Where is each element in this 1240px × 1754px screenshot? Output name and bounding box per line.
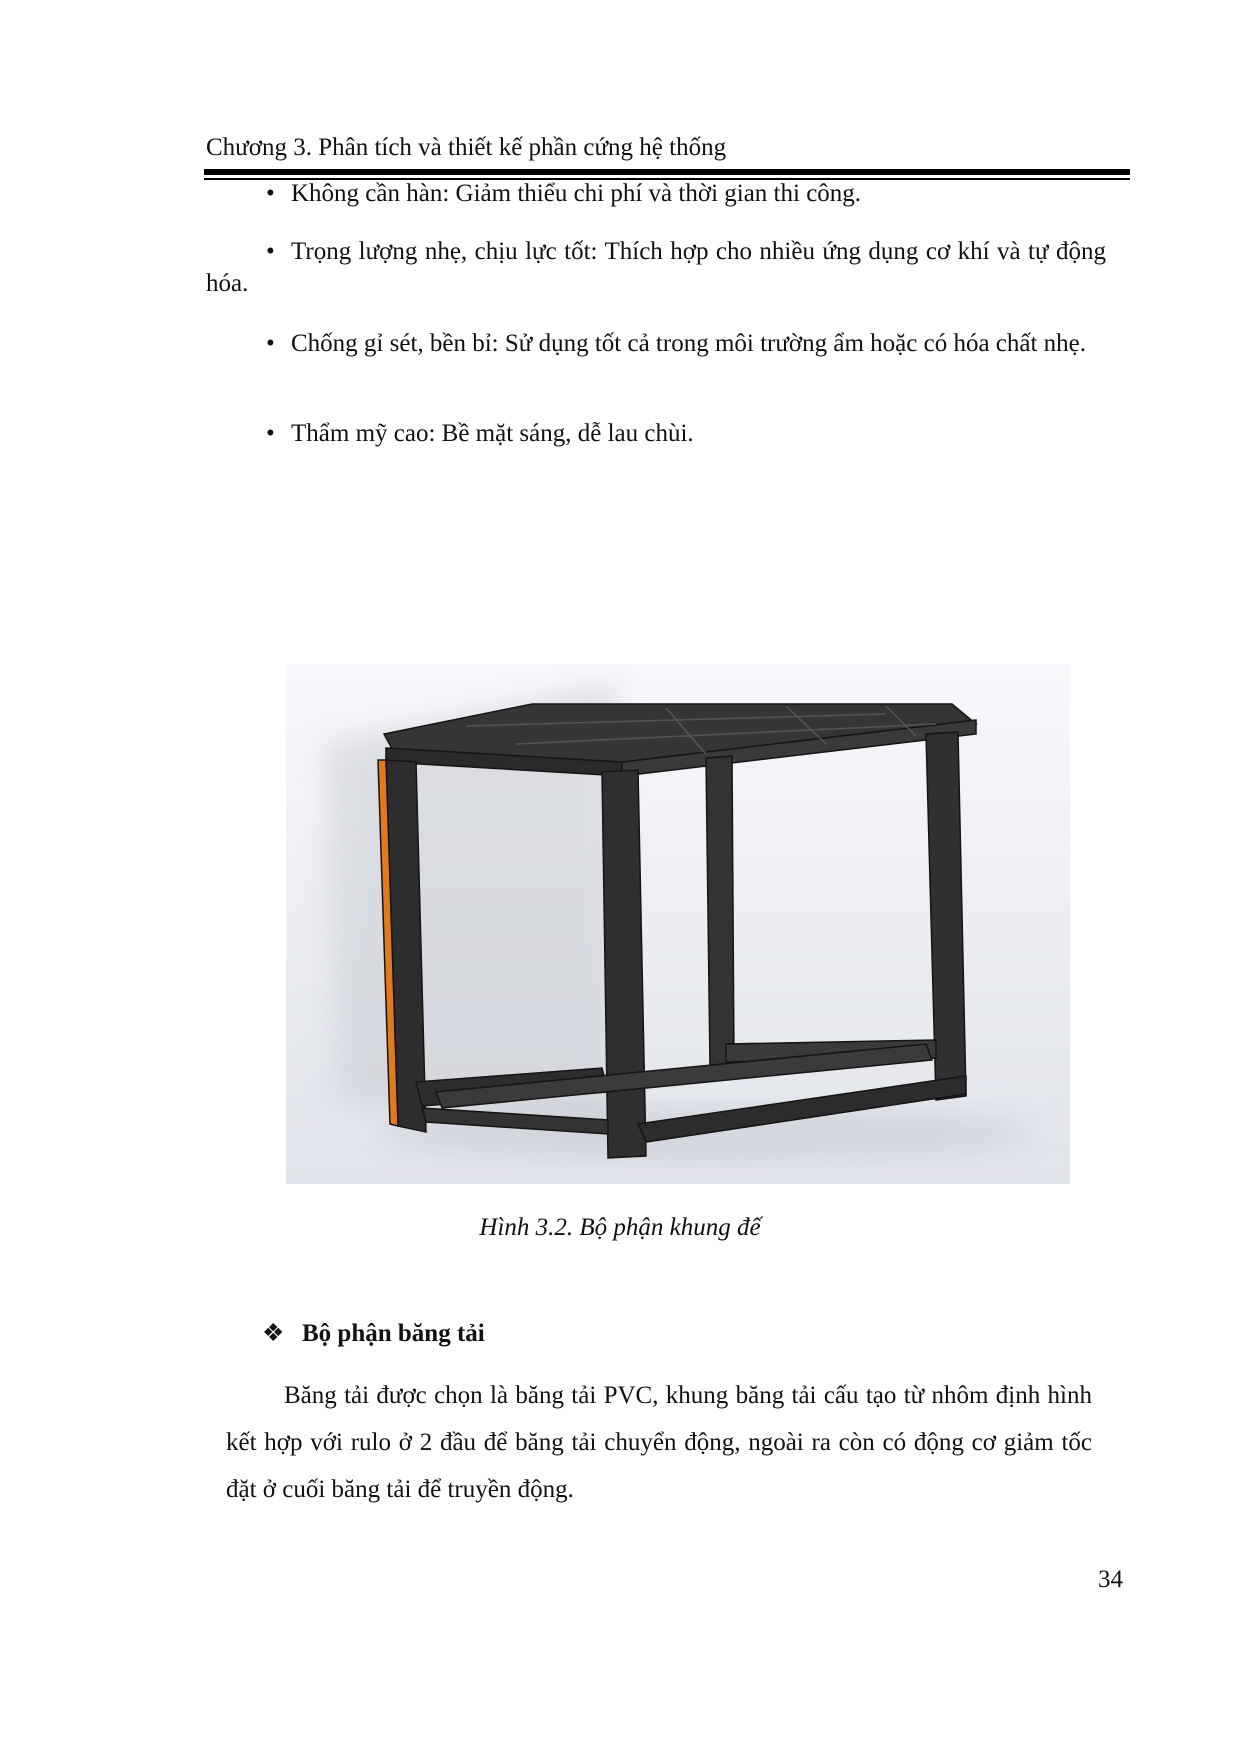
bullet-text: Thẩm mỹ cao: Bề mặt sáng, dễ lau chùi. xyxy=(291,420,694,447)
section-bullet-icon: ❖ xyxy=(262,1320,285,1347)
section-heading xyxy=(262,1318,485,1348)
aluminum-frame-illustration xyxy=(286,664,1070,1184)
bullet-item xyxy=(206,178,1106,210)
section-paragraph: Băng tải được chọn là băng tải PVC, khung băng tải cấu tạo từ nhôm định hình kết hợp với rulo ở 2 đầu để băng tải chuyển động, ngoài ra còn có động cơ giảm tốc đặt ở cuối băng tải để truyền động. xyxy=(226,1382,1092,1503)
chapter-header: Chương 3. Phân tích và thiết kế phần cứng hệ thống xyxy=(206,134,727,161)
bullet-item xyxy=(206,236,1106,300)
section-title: Bộ phận băng tải xyxy=(302,1320,485,1347)
figure-caption: Hình 3.2. Bộ phận khung đế xyxy=(479,1214,761,1241)
bullet-dot: • xyxy=(266,238,275,265)
header-rule-thick xyxy=(204,169,1130,175)
bullet-item xyxy=(206,328,1106,360)
bullet-text: Trọng lượng nhẹ, chịu lực tốt: Thích hợp cho nhiều ứng dụng cơ khí và tự động hóa. xyxy=(206,238,1106,297)
page-number: 34 xyxy=(1098,1566,1123,1593)
bullet-text: Chống gỉ sét, bền bỉ: Sử dụng tốt cả trong môi trường ẩm hoặc có hóa chất nhẹ. xyxy=(291,330,1087,357)
bullet-dot: • xyxy=(266,420,275,447)
bullet-dot: • xyxy=(266,330,275,357)
bullet-dot: • xyxy=(266,180,275,207)
bullet-text: Không cần hàn: Giảm thiểu chi phí và thời gian thi công. xyxy=(291,180,862,207)
frame-base-figure xyxy=(286,664,1070,1184)
bullet-item xyxy=(206,418,1106,450)
